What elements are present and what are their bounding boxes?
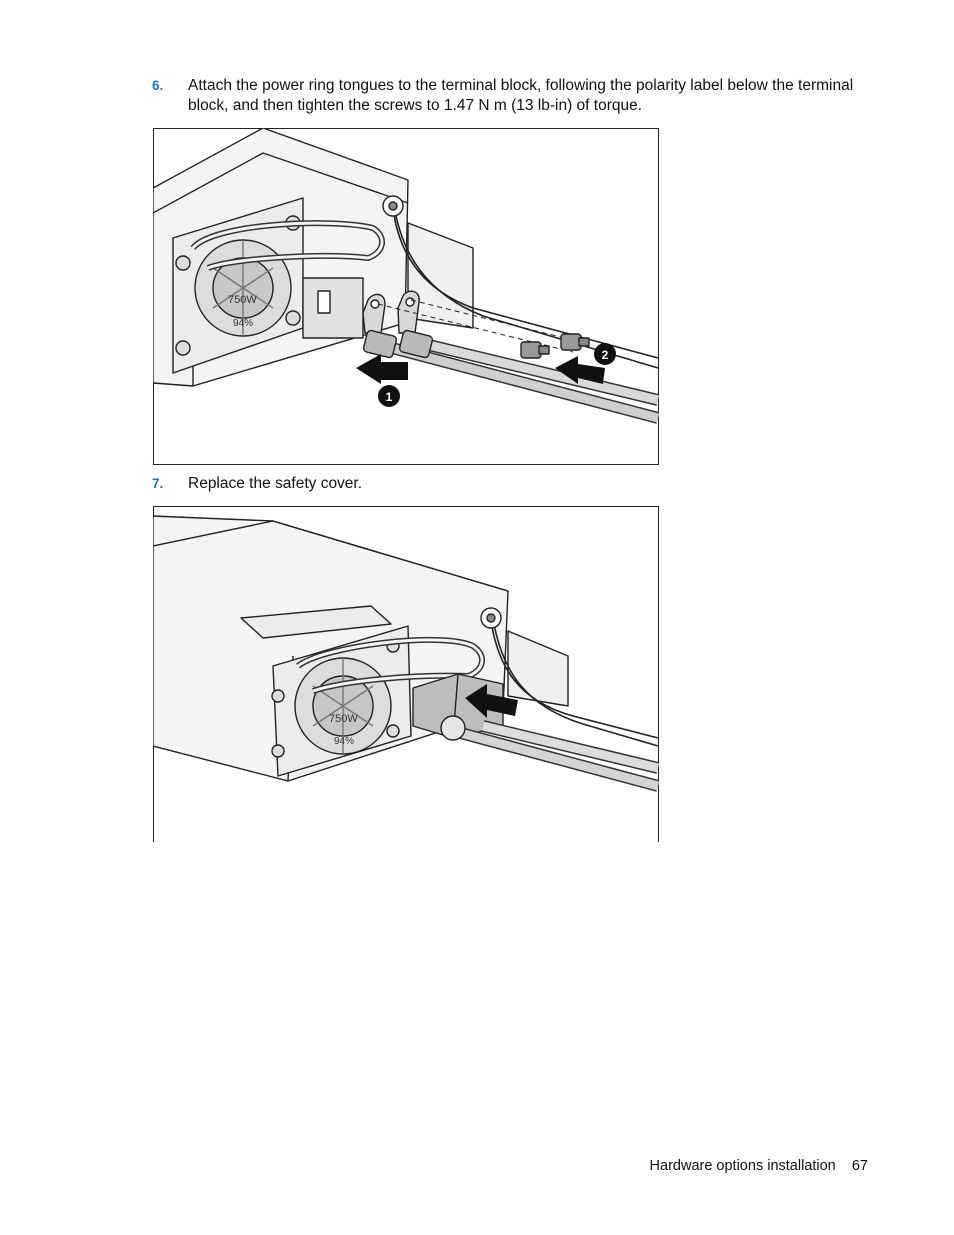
illustration-safety-cover — [153, 506, 659, 842]
page-number: 67 — [851, 1158, 868, 1174]
callout-1 — [378, 385, 400, 407]
step-text: Attach the power ring tongues to the terminal block, following the polarity label below the terminal block, and then tighten the screws to 1.47 N m (13 lb-in) of torque. — [188, 77, 854, 114]
step-number: 7. — [152, 476, 164, 491]
svg-text:1: 1 — [385, 390, 393, 404]
illustration-terminal-block — [153, 128, 659, 465]
figure-attach-ring-tongues — [153, 128, 659, 465]
terminal-block — [303, 278, 363, 338]
figure-replace-safety-cover — [153, 506, 659, 842]
callout-2 — [594, 343, 616, 365]
step-text: Replace the safety cover. — [188, 475, 363, 492]
fan-efficiency-label: 94% — [334, 736, 355, 747]
fan-power-label: 750W — [228, 294, 257, 306]
svg-text:2: 2 — [601, 348, 609, 362]
footer-section-title: Hardware options installation — [649, 1158, 836, 1174]
step-number: 6. — [152, 78, 164, 93]
fan-power-label: 750W — [329, 713, 358, 725]
fan-efficiency-label: 94% — [233, 318, 254, 329]
page-footer — [650, 1158, 868, 1174]
